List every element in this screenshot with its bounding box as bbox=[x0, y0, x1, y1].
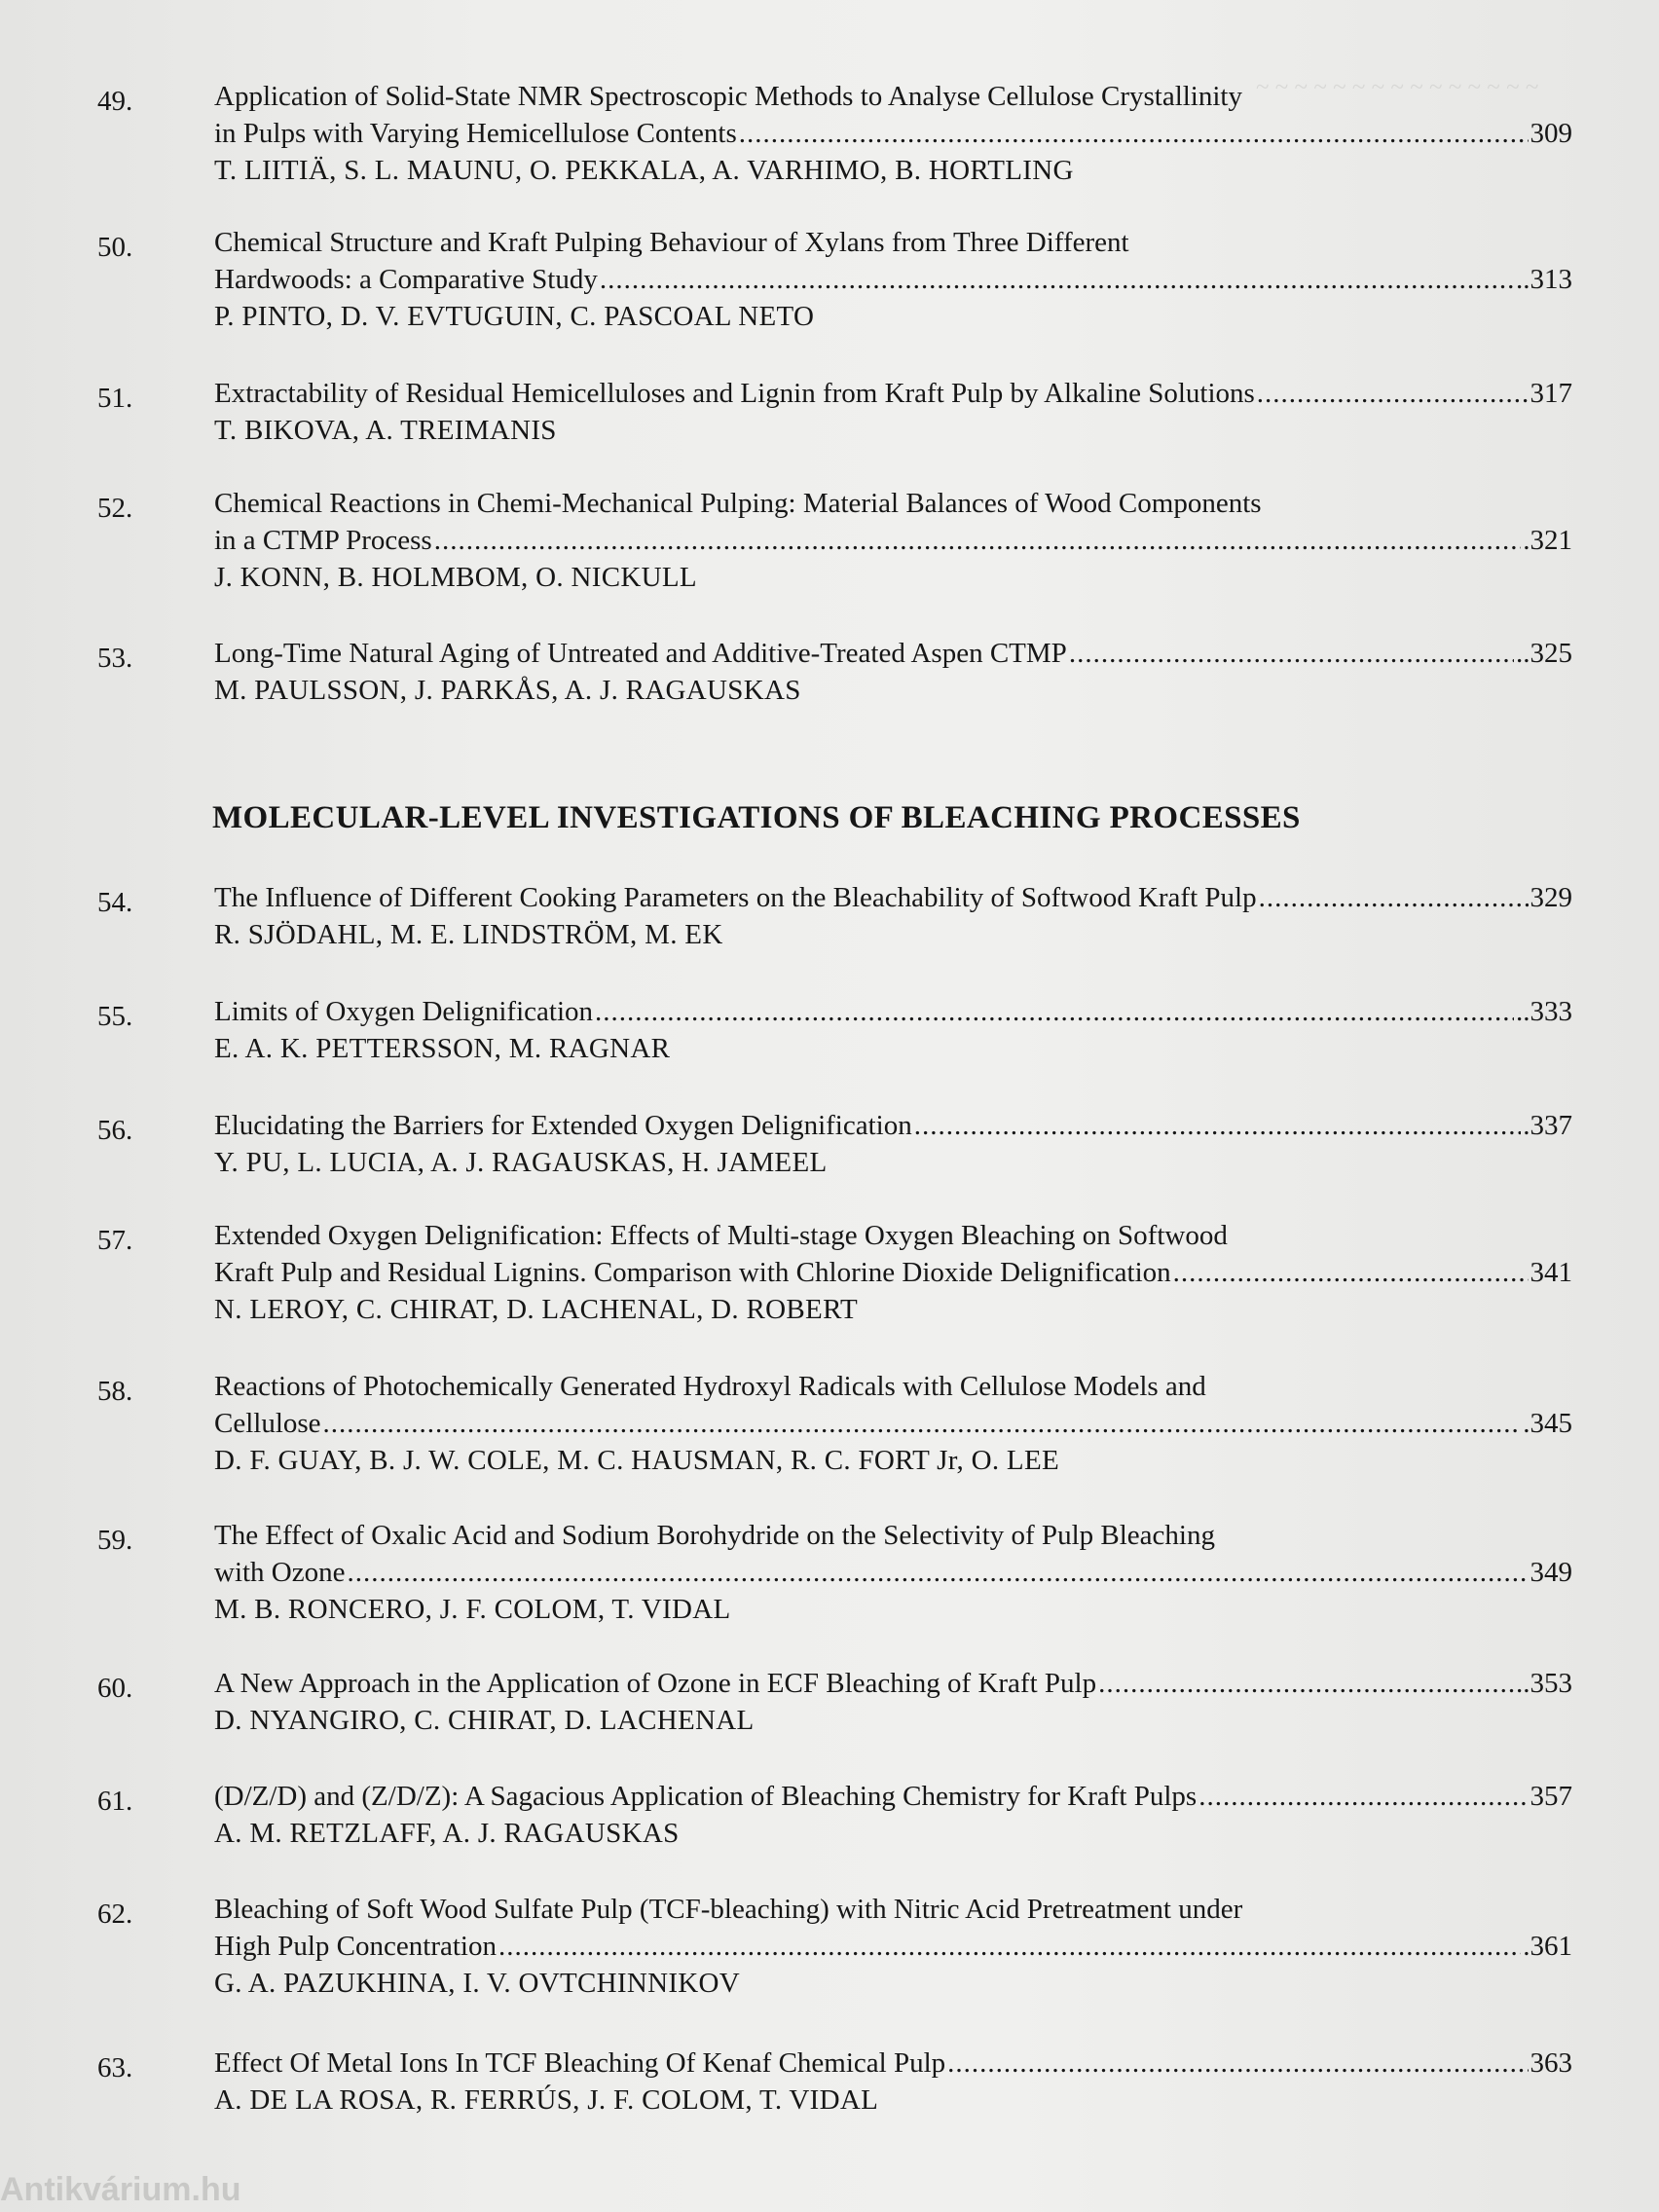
page-number: 341 bbox=[1530, 1257, 1572, 1288]
entry-authors: T. LIITIÄ, S. L. MAUNU, O. PEKKALA, A. VARHIMO, B. HORTLING bbox=[214, 155, 1074, 186]
page-number: ..333 bbox=[1516, 996, 1572, 1027]
entry-title-last-line bbox=[214, 879, 1572, 916]
entry-number: 59. bbox=[97, 1525, 133, 1556]
entry-number: 53. bbox=[97, 643, 133, 674]
entry-title-last-line bbox=[214, 635, 1572, 672]
entry-title-end: Elucidating the Barriers for Extended Oxygen Delignification bbox=[214, 1110, 912, 1141]
entry-title-end: (D/Z/D) and (Z/D/Z): A Sagacious Application of Bleaching Chemistry for Kraft Pulps bbox=[214, 1781, 1198, 1812]
dot-leader bbox=[914, 1107, 1522, 1144]
section-heading: MOLECULAR-LEVEL INVESTIGATIONS OF BLEACHING PROCESSES bbox=[212, 800, 1301, 835]
entry-title-last-line bbox=[214, 1554, 1572, 1591]
entry-title-line: Chemical Reactions in Chemi-Mechanical Pulping: Material Balances of Wood Components bbox=[214, 488, 1262, 519]
watermark: Antikvárium.hu bbox=[0, 2171, 241, 2208]
entry-title-end: Kraft Pulp and Residual Lignins. Comparison with Chlorine Dioxide Delignification bbox=[214, 1257, 1171, 1288]
entry-title-last-line bbox=[214, 1107, 1572, 1144]
entry-title-end: Limits of Oxygen Delignification bbox=[214, 996, 594, 1027]
entry-body bbox=[214, 1665, 1572, 1739]
dot-leader bbox=[434, 522, 1522, 559]
entry-authors: A. DE LA ROSA, R. FERRÚS, J. F. COLOM, T. VIDAL bbox=[214, 2084, 879, 2116]
entry-body bbox=[214, 993, 1572, 1067]
entry-body bbox=[214, 375, 1572, 449]
entry-number: 55. bbox=[97, 1001, 133, 1032]
entry-body bbox=[214, 1517, 1572, 1628]
entry-body bbox=[214, 2045, 1572, 2119]
entry-title-line: Chemical Structure and Kraft Pulping Behaviour of Xylans from Three Different bbox=[214, 227, 1129, 258]
dot-leader bbox=[1098, 1665, 1514, 1702]
entry-title-end: High Pulp Concentration bbox=[214, 1931, 497, 1962]
entry-authors: J. KONN, B. HOLMBOM, O. NICKULL bbox=[214, 562, 697, 593]
page-number: 329 bbox=[1530, 882, 1572, 913]
entry-title-last-line bbox=[214, 1778, 1572, 1815]
entry-title-end: The Influence of Different Cooking Parameters on the Bleachability of Softwood Kraft Pulp bbox=[214, 882, 1257, 913]
entry-authors: R. SJÖDAHL, M. E. LINDSTRÖM, M. EK bbox=[214, 919, 723, 950]
entry-body bbox=[214, 78, 1572, 189]
entry-number: 52. bbox=[97, 493, 133, 524]
entry-authors: N. LEROY, C. CHIRAT, D. LACHENAL, D. ROBERT bbox=[214, 1294, 858, 1325]
dot-leader bbox=[1259, 879, 1529, 916]
entry-authors: M. PAULSSON, J. PARKÅS, A. J. RAGAUSKAS bbox=[214, 675, 801, 706]
entry-title-line: Bleaching of Soft Wood Sulfate Pulp (TCF-bleaching) with Nitric Acid Pretreatment under bbox=[214, 1894, 1243, 1925]
entry-title-end: with Ozone bbox=[214, 1557, 346, 1588]
entry-authors: T. BIKOVA, A. TREIMANIS bbox=[214, 415, 557, 446]
dot-leader bbox=[1069, 635, 1514, 672]
entry-number: 58. bbox=[97, 1376, 133, 1407]
entry-title-end: in a CTMP Process bbox=[214, 525, 432, 556]
entry-authors: G. A. PAZUKHINA, I. V. OVTCHINNIKOV bbox=[214, 1968, 741, 1999]
page-number: .337 bbox=[1523, 1110, 1572, 1141]
page-number: 349 bbox=[1530, 1557, 1572, 1588]
entry-authors: E. A. K. PETTERSSON, M. RAGNAR bbox=[214, 1033, 671, 1064]
entry-title-last-line bbox=[214, 1665, 1572, 1702]
entry-title-last-line bbox=[214, 261, 1572, 298]
entry-title-last-line bbox=[214, 1928, 1572, 1965]
entry-authors: Y. PU, L. LUCIA, A. J. RAGAUSKAS, H. JAMEEL bbox=[214, 1147, 828, 1178]
entry-title-end: Extractability of Residual Hemicelluloses and Lignin from Kraft Pulp by Alkaline Solutions bbox=[214, 378, 1255, 409]
bleed-through-text: ~ ~ ~ ~ ~ ~ ~ ~ ~ ~ ~ ~ ~ ~ ~ bbox=[1256, 74, 1539, 100]
entry-title-last-line bbox=[214, 522, 1572, 559]
dot-leader bbox=[947, 2045, 1528, 2082]
page-number: 357 bbox=[1530, 1781, 1572, 1812]
entry-authors: M. B. RONCERO, J. F. COLOM, T. VIDAL bbox=[214, 1594, 731, 1625]
dot-leader bbox=[498, 1928, 1521, 1965]
dot-leader bbox=[323, 1405, 1522, 1442]
page-number: 363 bbox=[1530, 2047, 1572, 2079]
page-number: ..353 bbox=[1516, 1668, 1572, 1699]
entry-number: 54. bbox=[97, 887, 133, 918]
entry-body bbox=[214, 635, 1572, 709]
entry-body bbox=[214, 1107, 1572, 1181]
entry-authors: D. NYANGIRO, C. CHIRAT, D. LACHENAL bbox=[214, 1705, 755, 1736]
entry-body bbox=[214, 1368, 1572, 1479]
entry-title-last-line bbox=[214, 115, 1572, 152]
entry-number: 57. bbox=[97, 1225, 133, 1256]
entry-title-end: Effect Of Metal Ions In TCF Bleaching Of Kenaf Chemical Pulp bbox=[214, 2047, 946, 2079]
entry-number: 61. bbox=[97, 1786, 133, 1817]
page-number: .321 bbox=[1523, 525, 1572, 556]
entry-authors: D. F. GUAY, B. J. W. COLE, M. C. HAUSMAN, R. C. FORT Jr, O. LEE bbox=[214, 1445, 1059, 1476]
entry-title-end: in Pulps with Varying Hemicellulose Contents bbox=[214, 118, 737, 149]
entry-number: 63. bbox=[97, 2052, 133, 2083]
page-number: .361 bbox=[1523, 1931, 1572, 1962]
entry-body bbox=[214, 1891, 1572, 2002]
entry-number: 49. bbox=[97, 86, 133, 117]
entry-number: 56. bbox=[97, 1115, 133, 1146]
entry-body bbox=[214, 224, 1572, 335]
entry-number: 60. bbox=[97, 1673, 133, 1704]
dot-leader bbox=[1257, 375, 1529, 412]
entry-body bbox=[214, 1217, 1572, 1328]
entry-title-end: Long-Time Natural Aging of Untreated and Additive-Treated Aspen CTMP bbox=[214, 638, 1067, 669]
entry-title-end: Cellulose bbox=[214, 1408, 321, 1439]
dot-leader bbox=[600, 261, 1514, 298]
page-number: 317 bbox=[1530, 378, 1572, 409]
entry-body bbox=[214, 879, 1572, 953]
page-number: ..313 bbox=[1516, 264, 1572, 295]
entry-title-last-line bbox=[214, 375, 1572, 412]
dot-leader bbox=[595, 993, 1514, 1030]
entry-title-last-line bbox=[214, 993, 1572, 1030]
entry-title-last-line bbox=[214, 2045, 1572, 2082]
page-number: ..325 bbox=[1516, 638, 1572, 669]
dot-leader bbox=[1198, 1778, 1528, 1815]
entry-authors: A. M. RETZLAFF, A. J. RAGAUSKAS bbox=[214, 1818, 680, 1849]
entry-title-end: Hardwoods: a Comparative Study bbox=[214, 264, 598, 295]
entry-title-line: The Effect of Oxalic Acid and Sodium Borohydride on the Selectivity of Pulp Bleaching bbox=[214, 1520, 1215, 1551]
dot-leader bbox=[739, 115, 1529, 152]
entry-authors: P. PINTO, D. V. EVTUGUIN, C. PASCOAL NETO bbox=[214, 301, 815, 332]
entry-title-end: A New Approach in the Application of Ozone in ECF Bleaching of Kraft Pulp bbox=[214, 1668, 1097, 1699]
dot-leader bbox=[348, 1554, 1529, 1591]
entry-number: 51. bbox=[97, 383, 133, 414]
entry-number: 50. bbox=[97, 232, 133, 263]
entry-body bbox=[214, 485, 1572, 596]
entry-title-line: Application of Solid-State NMR Spectroscopic Methods to Analyse Cellulose Crystallinity bbox=[214, 81, 1242, 112]
page-number: 309 bbox=[1530, 118, 1572, 149]
entry-title-last-line bbox=[214, 1405, 1572, 1442]
entry-number: 62. bbox=[97, 1899, 133, 1930]
page-number: .345 bbox=[1523, 1408, 1572, 1439]
entry-title-last-line bbox=[214, 1254, 1572, 1291]
entry-title-line: Reactions of Photochemically Generated Hydroxyl Radicals with Cellulose Models and bbox=[214, 1371, 1206, 1402]
entry-body bbox=[214, 1778, 1572, 1852]
entry-title-line: Extended Oxygen Delignification: Effects of Multi-stage Oxygen Bleaching on Softwood bbox=[214, 1220, 1228, 1251]
dot-leader bbox=[1173, 1254, 1529, 1291]
